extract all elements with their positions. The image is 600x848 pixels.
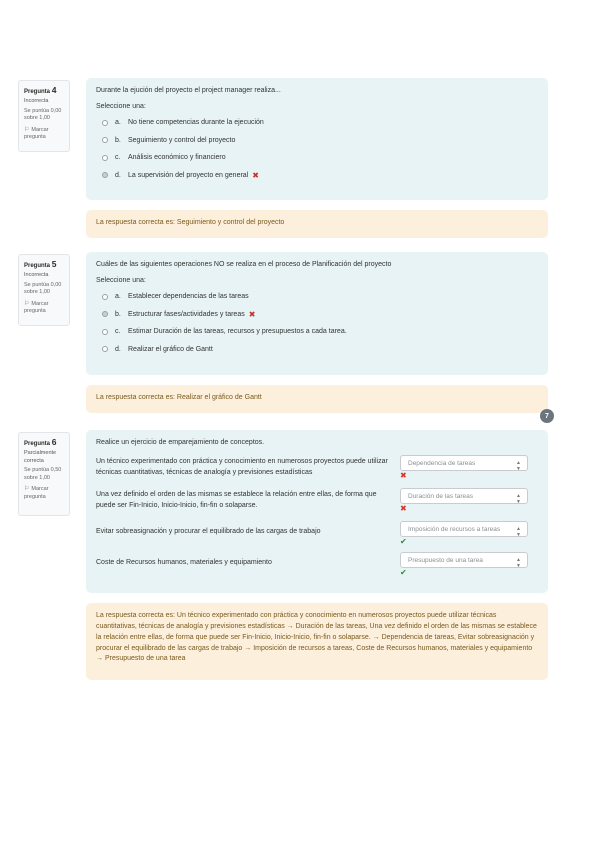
question-5-title [24, 259, 64, 270]
question-grade: Se puntúa 0,00 sobre 1,00 [24, 281, 62, 296]
option-text: Realizar el gráfico de Gantt [128, 345, 213, 353]
matching-stem: Coste de Recursos humanos, materiales y equipamiento [96, 559, 272, 566]
question-label: Pregunta [24, 89, 51, 95]
correct-answer-text: La respuesta correcta es: Realizar el gráfico de Gantt [96, 394, 262, 401]
question-5-info [18, 254, 70, 326]
option-text: Estimar Duración de las tareas, recursos y presupuestos a cada tarea. [128, 328, 347, 336]
option-letter: b. [115, 136, 121, 144]
correct-answer-text: La respuesta correcta es: Seguimiento y control del proyecto [96, 219, 285, 226]
question-state: Incorrecta [24, 98, 49, 105]
flag-question-link[interactable] [24, 485, 64, 501]
question-number: 6 [51, 437, 57, 447]
correct-answer-text: La respuesta correcta es: Un técnico experimentado con práctica y conocimiento en numerosos proyectos puede utilizar técnicas cuantitativas, técnicas de analogía y previsiones estadísticas → Duración de las tareas, Una vez definido el orden de las mismas se establece la relación entre ellas, de forma que puede ser Fin-Inicio, Inicio-Inicio, fin-fin o solaparse. → Dependencia de tareas, Evitar sobreasignación y procurar el equilibrado de las cargas de trabajo → Imposición de recursos a tareas, Coste de Recursos humanos, materiales y equipamiento → Presupuesto de una tarea [96, 612, 537, 663]
answer-select[interactable] [400, 455, 528, 471]
question-state: Incorrecta [24, 272, 49, 279]
flag-label: Marcar pregunta [24, 486, 49, 500]
question-text: Realice un ejercicio de emparejamiento de conceptos. [96, 439, 265, 446]
question-4-formulation [86, 78, 548, 200]
question-6-info [18, 432, 70, 516]
matching-row [96, 521, 538, 552]
option-d[interactable] [96, 341, 538, 359]
incorrect-icon: ✖ [252, 170, 259, 180]
option-text: Establecer dependencias de las tareas [128, 293, 249, 301]
matching-stem: Una vez definido el orden de las mismas se establece la relación entre ellas, de forma que puede ser Fin-Inicio, Inicio-Inicio, fin-fin o solaparse. [96, 491, 377, 509]
question-text: Cuáles de las siguientes operaciones NO se realiza en el proceso de Planificación del proyecto [96, 261, 392, 268]
option-letter: c. [115, 328, 121, 336]
flag-question-link[interactable] [24, 126, 64, 142]
question-6-title [24, 437, 64, 448]
matching-control [400, 488, 528, 513]
option-c[interactable] [96, 149, 538, 167]
matching-control [400, 521, 528, 546]
option-d[interactable] [96, 167, 538, 185]
select-caret-icon: ▲ ▼ [516, 526, 521, 538]
question-number: 4 [51, 85, 57, 95]
matching-table [96, 455, 538, 583]
radio-button-selected[interactable] [102, 172, 108, 178]
matching-control [400, 455, 528, 480]
question-text: Durante la ejución del proyecto el project manager realiza... [96, 87, 281, 94]
question-label: Pregunta [24, 263, 51, 269]
flag-icon: ⚐ [24, 486, 30, 493]
option-letter: a. [115, 119, 121, 127]
flag-label: Marcar pregunta [24, 300, 49, 315]
option-text: La supervisión del proyecto en general [128, 171, 249, 179]
incorrect-icon: ✖ [400, 471, 407, 480]
flag-question-link[interactable] [24, 300, 64, 316]
question-state: Parcialmente correcta [24, 450, 57, 464]
correct-icon: ✔ [400, 537, 407, 546]
question-6-formulation [86, 430, 548, 593]
radio-button[interactable] [102, 155, 108, 161]
radio-button[interactable] [102, 294, 108, 300]
matching-row [96, 552, 538, 583]
select-value: Dependencia de tareas [408, 459, 476, 467]
option-text: Seguimiento y control del proyecto [128, 136, 236, 144]
matching-row [96, 455, 538, 488]
option-text: No tiene competencias durante la ejecución [128, 119, 264, 127]
matching-control [400, 552, 528, 577]
option-a[interactable] [96, 288, 538, 306]
correct-icon: ✔ [400, 568, 407, 577]
question-4-feedback [86, 210, 548, 238]
matching-stem: Evitar sobreasignación y procurar el equilibrado de las cargas de trabajo [96, 528, 321, 535]
question-5-feedback [86, 385, 548, 413]
radio-button[interactable] [102, 137, 108, 143]
option-text: Estructurar fases/actividades y tareas [128, 310, 245, 318]
select-value: Duración de las tareas [408, 492, 474, 500]
option-b[interactable] [96, 306, 538, 324]
answer-select[interactable] [400, 488, 528, 504]
option-letter: a. [115, 293, 121, 301]
radio-button-selected[interactable] [102, 311, 108, 317]
matching-stem: Un técnico experimentado con práctica y conocimiento en numerosos proyectos puede utilizar técnicas cuantitativas, técnicas de analogía y previsiones estadísticas [96, 458, 388, 476]
question-label: Pregunta [24, 441, 51, 447]
incorrect-icon: ✖ [400, 504, 407, 513]
answer-prompt: Seleccione una: [96, 103, 146, 110]
answer-options [96, 288, 538, 358]
option-letter: d. [115, 171, 121, 179]
incorrect-icon: ✖ [248, 309, 256, 319]
question-6-feedback [86, 603, 548, 680]
answer-select[interactable] [400, 521, 528, 537]
question-5-formulation [86, 252, 548, 375]
flag-label: Marcar pregunta [24, 126, 49, 141]
page-number-badge: 7 [540, 409, 554, 423]
flag-icon: ⚐ [24, 300, 30, 307]
radio-button[interactable] [102, 329, 108, 335]
select-caret-icon: ▲ ▼ [516, 460, 521, 472]
radio-button[interactable] [102, 120, 108, 126]
select-caret-icon: ▲ ▼ [516, 493, 521, 505]
select-caret-icon: ▲ ▼ [516, 557, 521, 569]
select-value: Imposición de recursos a tareas [408, 525, 501, 533]
question-4-title [24, 85, 64, 96]
answer-select[interactable] [400, 552, 528, 568]
question-4-info [18, 80, 70, 152]
option-c[interactable] [96, 323, 538, 341]
question-number: 5 [51, 259, 57, 269]
option-letter: c. [115, 154, 121, 162]
flag-icon: ⚐ [24, 126, 30, 133]
option-letter: b. [115, 310, 121, 318]
answer-prompt: Seleccione una: [96, 277, 146, 284]
question-grade: Se puntúa 0,00 sobre 1,00 [24, 107, 62, 122]
matching-row [96, 488, 538, 521]
option-b[interactable] [96, 132, 538, 150]
select-value: Presupuesto de una tarea [408, 556, 483, 564]
question-grade: Se puntúa 0,50 sobre 1,00 [24, 467, 62, 481]
radio-button[interactable] [102, 346, 108, 352]
answer-options [96, 114, 538, 184]
option-a[interactable] [96, 114, 538, 132]
option-letter: d. [115, 345, 121, 353]
option-text: Análisis económico y financiero [128, 154, 226, 162]
